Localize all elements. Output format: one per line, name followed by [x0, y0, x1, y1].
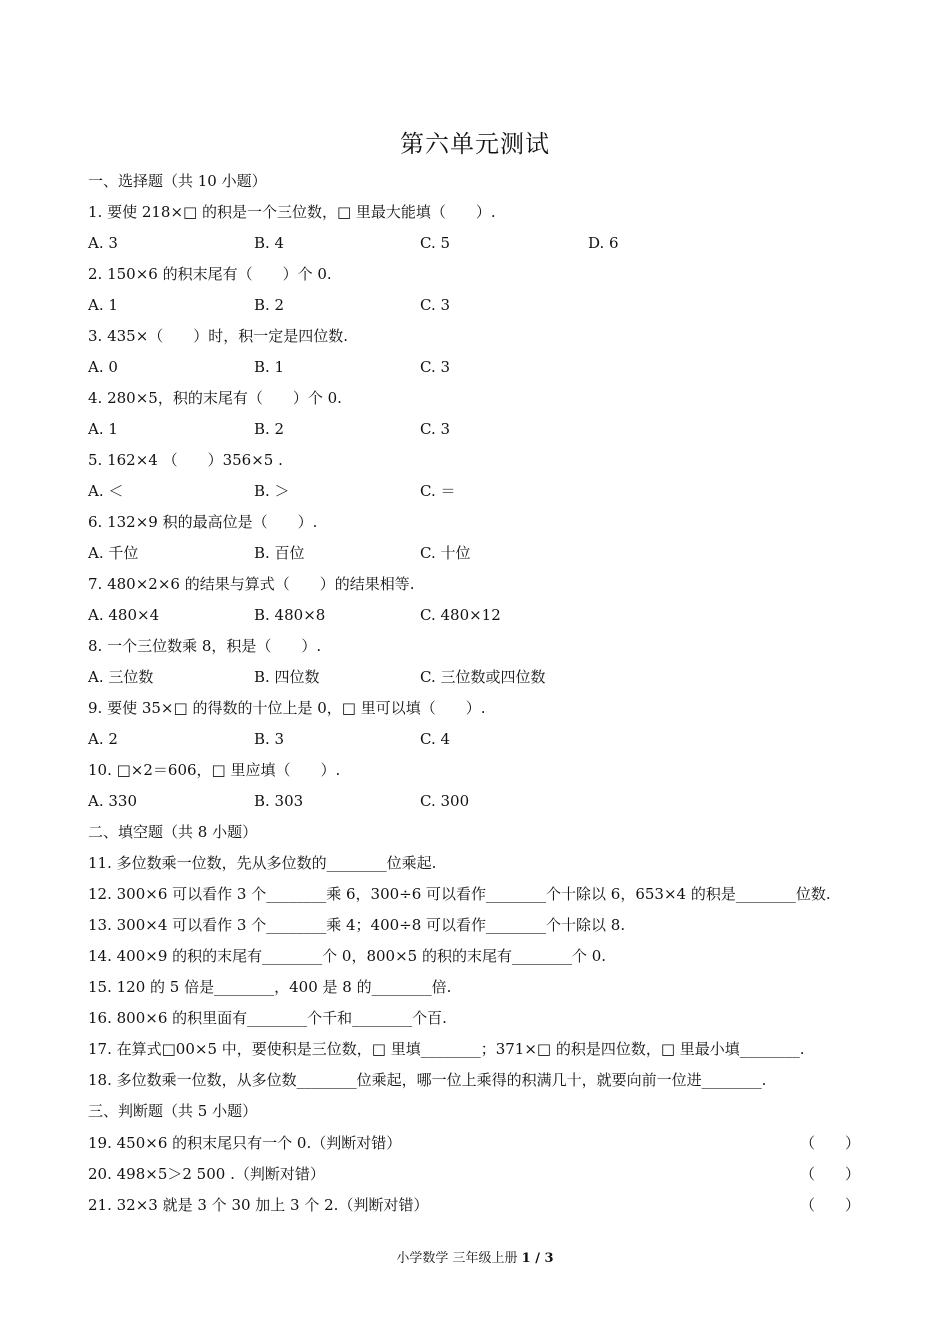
question-17: 17. 在算式□00×5 中，要使积是三位数，□ 里填________；371×□ 的积是四位数，□ 里最小填________.	[88, 1040, 805, 1058]
question-3: 3. 435×（ ）时，积一定是四位数.	[88, 327, 349, 345]
footer-page-total: 3	[544, 1251, 554, 1266]
option-5b: B. ＞	[254, 482, 290, 500]
option-10c: C. 300	[420, 792, 470, 810]
option-8b: B. 四位数	[254, 668, 320, 686]
option-6a: A. 千位	[88, 544, 139, 562]
page-title: 第六单元测试	[400, 130, 550, 158]
question-11: 11. 多位数乘一位数，先从多位数的________位乘起.	[88, 854, 437, 872]
option-9a: A. 2	[88, 730, 118, 748]
option-3a: A. 0	[88, 358, 118, 376]
option-9c: C. 4	[420, 730, 451, 748]
option-2b: B. 2	[254, 296, 285, 314]
option-2a: A. 1	[88, 296, 118, 314]
page-footer	[0, 1247, 950, 1266]
footer-separator: /	[530, 1251, 545, 1266]
question-1: 1. 要使 218×□ 的积是一个三位数，□ 里最大能填（ ）.	[88, 203, 496, 221]
option-7a: A. 480×4	[88, 606, 160, 624]
option-4b: B. 2	[254, 420, 285, 438]
option-1d: D. 6	[588, 234, 619, 252]
question-8: 8. 一个三位数乘 8，积是（ ）.	[88, 637, 322, 655]
question-19: 19. 450×6 的积末尾只有一个 0.（判断对错）	[88, 1134, 402, 1152]
question-16: 16. 800×6 的积里面有________个千和________个百.	[88, 1009, 447, 1027]
option-2c: C. 3	[420, 296, 451, 314]
option-1b: B. 4	[254, 234, 285, 252]
option-9b: B. 3	[254, 730, 285, 748]
option-8a: A. 三位数	[88, 668, 154, 686]
question-14: 14. 400×9 的积的末尾有________个 0，800×5 的积的末尾有________个 0.	[88, 947, 607, 965]
answer-paren-21: （ ）	[800, 1196, 861, 1214]
option-7b: B. 480×8	[254, 606, 326, 624]
question-5: 5. 162×4 （ ）356×5 .	[88, 451, 283, 469]
option-7c: C. 480×12	[420, 606, 501, 624]
question-6: 6. 132×9 积的最高位是（ ）.	[88, 513, 318, 531]
option-3c: C. 3	[420, 358, 451, 376]
option-10b: B. 303	[254, 792, 304, 810]
question-21: 21. 32×3 就是 3 个 30 加上 3 个 2.（判断对错）	[88, 1196, 429, 1214]
question-13: 13. 300×4 可以看作 3 个________乘 4；400÷8 可以看作________个十除以 8.	[88, 916, 626, 934]
option-4a: A. 1	[88, 420, 118, 438]
footer-page-number: 1	[521, 1251, 531, 1266]
footer-text: 小学数学 三年级上册	[396, 1251, 522, 1266]
option-5c: C. ＝	[420, 482, 456, 500]
option-10a: A. 330	[88, 792, 137, 810]
option-6c: C. 十位	[420, 544, 471, 562]
option-1a: A. 3	[88, 234, 118, 252]
answer-paren-20: （ ）	[800, 1165, 861, 1183]
option-5a: A. ＜	[88, 482, 124, 500]
question-15: 15. 120 的 5 倍是________，400 是 8 的________倍.	[88, 978, 452, 996]
section-heading-choice: 一、选择题（共 10 小题）	[88, 172, 267, 190]
question-9: 9. 要使 35×□ 的得数的十位上是 0，□ 里可以填（ ）.	[88, 699, 486, 717]
question-7: 7. 480×2×6 的结果与算式（ ）的结果相等.	[88, 575, 415, 593]
option-8c: C. 三位数或四位数	[420, 668, 546, 686]
question-12: 12. 300×6 可以看作 3 个________乘 6，300÷6 可以看作________个十除以 6，653×4 的积是________位数.	[88, 885, 831, 903]
option-4c: C. 3	[420, 420, 451, 438]
answer-paren-19: （ ）	[800, 1134, 861, 1152]
section-heading-judge: 三、判断题（共 5 小题）	[88, 1102, 258, 1120]
option-3b: B. 1	[254, 358, 285, 376]
section-heading-fill: 二、填空题（共 8 小题）	[88, 823, 258, 841]
question-2: 2. 150×6 的积末尾有（ ）个 0.	[88, 265, 332, 283]
option-1c: C. 5	[420, 234, 451, 252]
option-6b: B. 百位	[254, 544, 305, 562]
question-4: 4. 280×5，积的末尾有（ ）个 0.	[88, 389, 342, 407]
question-10: 10. □×2＝606，□ 里应填（ ）.	[88, 761, 341, 779]
question-18: 18. 多位数乘一位数，从多位数________位乘起，哪一位上乘得的积满几十，就要向前一位进________.	[88, 1071, 767, 1089]
question-20: 20. 498×5＞2 500 .（判断对错）	[88, 1165, 325, 1183]
